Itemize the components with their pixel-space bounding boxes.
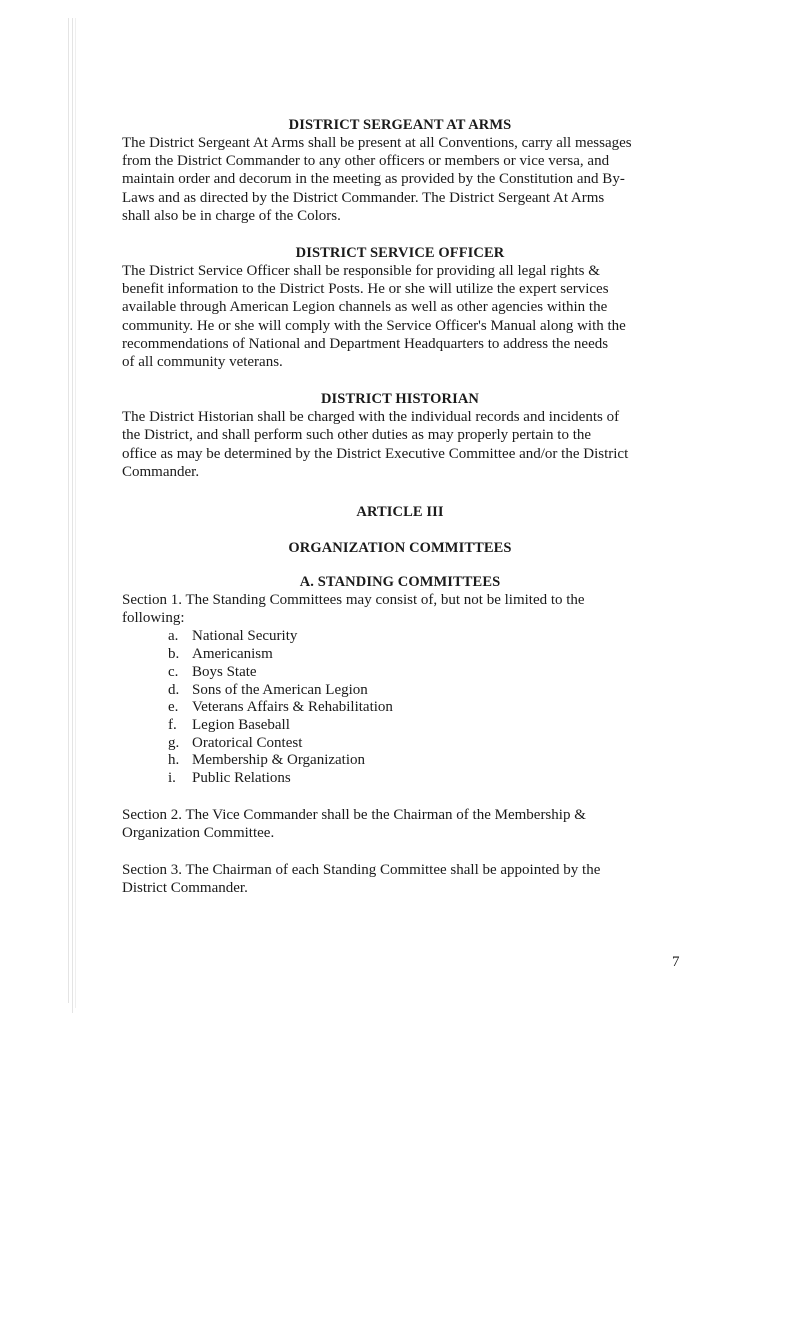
list-item: [168, 716, 678, 734]
page-number: 7: [672, 954, 680, 970]
list-item: [168, 627, 678, 645]
text-line: Section 1. The Standing Committees may consist of, but not be limited to the: [122, 592, 585, 609]
list-item-label: Public Relations: [192, 769, 291, 786]
list-item-label: Boys State: [192, 663, 257, 680]
list-item: [168, 734, 678, 752]
section-paragraph: [122, 408, 678, 481]
list-marker: a.: [168, 628, 179, 645]
text-line: of all community veterans.: [122, 354, 283, 371]
sergeant-at-arms-section: [122, 116, 678, 225]
list-marker: d.: [168, 681, 180, 698]
list-item-label: National Security: [192, 628, 298, 645]
committee-list: [122, 627, 678, 786]
list-item: [168, 645, 678, 663]
list-item-label: Americanism: [192, 646, 273, 663]
text-line: Section 2. The Vice Commander shall be the Chairman of the Membership &: [122, 806, 586, 823]
text-line: The District Sergeant At Arms shall be present at all Conventions, carry all messages: [122, 135, 632, 151]
section-heading: DISTRICT SERGEANT AT ARMS: [288, 117, 512, 133]
text-line: The District Service Officer shall be responsible for providing all legal rights &: [122, 263, 600, 280]
text-line: following:: [122, 610, 185, 627]
article-subtitle: ORGANIZATION COMMITTEES: [288, 540, 512, 557]
text-line: The District Historian shall be charged with the individual records and incidents of: [122, 409, 620, 426]
list-item: [168, 663, 678, 681]
list-marker: h.: [168, 752, 180, 769]
text-line: community. He or she will comply with the Service Officer's Manual along with the: [122, 317, 626, 334]
list-marker: i.: [168, 769, 176, 786]
text-line: Organization Committee.: [122, 824, 275, 841]
text-line: Section 3. The Chairman of each Standing Committee shall be appointed by the: [122, 862, 601, 879]
list-item-label: Veterans Affairs & Rehabilitation: [192, 699, 393, 716]
list-item: [168, 769, 678, 787]
text-line: District Commander.: [122, 880, 248, 897]
list-item-label: Sons of the American Legion: [192, 681, 368, 698]
service-officer-section: [122, 244, 678, 371]
text-line: maintain order and decorum in the meeting as provided by the Constitution and By-: [122, 171, 625, 188]
text-line: Laws and as directed by the District Commander. The District Sergeant At Arms: [122, 189, 605, 206]
scan-margin-line: [72, 18, 73, 1013]
standing-committees-heading: A. STANDING COMMITTEES: [299, 574, 501, 591]
text-line: office as may be determined by the District Executive Committee and/or the District: [122, 445, 629, 462]
text-line: available through American Legion channels as well as other agencies within the: [122, 299, 608, 316]
text-line: benefit information to the District Posts. He or she will utilize the expert services: [122, 281, 609, 298]
list-item-label: Membership & Organization: [192, 752, 366, 769]
list-marker: e.: [168, 699, 179, 716]
scan-margin-line: [68, 18, 69, 1003]
text-line: recommendations of National and Department Headquarters to address the needs: [122, 335, 609, 352]
section-1-paragraph: [122, 591, 678, 627]
section-heading: DISTRICT SERVICE OFFICER: [295, 245, 505, 262]
article-title: ARTICLE III: [356, 504, 444, 521]
section-3-paragraph: [122, 861, 678, 897]
text-line: from the District Commander to any other officers or members or vice versa, and: [122, 153, 610, 170]
text-line: Commander.: [122, 463, 200, 480]
section-paragraph: [122, 262, 678, 371]
list-item: [168, 698, 678, 716]
list-marker: g.: [168, 734, 180, 751]
section-2-paragraph: [122, 806, 678, 842]
list-item: [168, 681, 678, 699]
historian-section: [122, 390, 678, 481]
document-body: [122, 116, 678, 897]
text-line: shall also be in charge of the Colors.: [122, 207, 341, 224]
list-item-label: Oratorical Contest: [192, 734, 303, 751]
list-item-label: Legion Baseball: [192, 716, 290, 733]
list-marker: b.: [168, 646, 180, 663]
section-paragraph: [122, 134, 678, 225]
list-marker: c.: [168, 663, 179, 680]
scan-margin-line: [75, 18, 76, 1008]
section-heading: DISTRICT HISTORIAN: [320, 391, 479, 408]
list-item: [168, 751, 678, 769]
text-line: the District, and shall perform such other duties as may properly pertain to the: [122, 427, 592, 444]
list-marker: f.: [168, 716, 177, 733]
